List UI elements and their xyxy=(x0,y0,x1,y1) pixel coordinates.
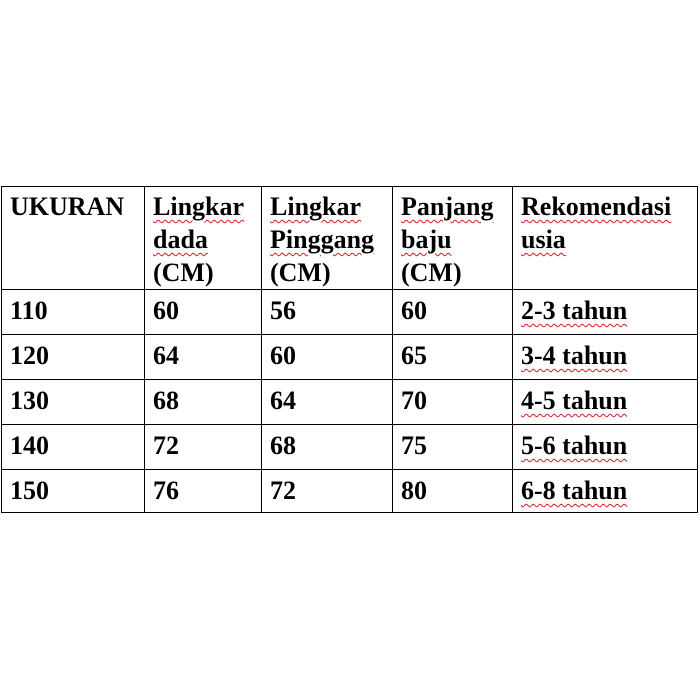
cell-panjang-baju: 75 xyxy=(393,425,513,470)
cell-lingkar-pinggang: 72 xyxy=(262,470,393,513)
header-panjang-baju-line-1: Panjang xyxy=(401,192,494,221)
cell-ukuran: 140 xyxy=(2,425,145,470)
cell-rekomendasi-usia xyxy=(513,290,698,335)
header-panjang-baju-line-3: (CM) xyxy=(401,258,462,287)
header-rekomendasi-usia-line-1: Rekomendasi xyxy=(521,192,672,221)
table-row xyxy=(2,425,698,470)
cell-panjang-baju: 80 xyxy=(393,470,513,513)
table-row xyxy=(2,380,698,425)
cell-panjang-baju: 70 xyxy=(393,380,513,425)
cell-usia-text: 6-8 tahun xyxy=(521,476,628,505)
cell-rekomendasi-usia xyxy=(513,470,698,513)
header-panjang-baju-line-2: baju xyxy=(401,225,452,254)
cell-usia-text: 3-4 tahun xyxy=(521,341,628,370)
header-lingkar-dada-line-3: (CM) xyxy=(153,258,214,287)
cell-lingkar-dada: 60 xyxy=(145,290,262,335)
cell-lingkar-dada: 64 xyxy=(145,335,262,380)
header-lingkar-pinggang xyxy=(262,187,393,290)
table-row xyxy=(2,335,698,380)
cell-lingkar-pinggang: 68 xyxy=(262,425,393,470)
cell-lingkar-dada: 68 xyxy=(145,380,262,425)
cell-rekomendasi-usia xyxy=(513,425,698,470)
header-lingkar-pinggang-line-3: (CM) xyxy=(270,258,331,287)
header-rekomendasi-usia xyxy=(513,187,698,290)
header-panjang-baju xyxy=(393,187,513,290)
header-lingkar-dada-line-1: Lingkar xyxy=(153,192,245,221)
cell-lingkar-dada: 72 xyxy=(145,425,262,470)
cell-usia-text: 2-3 tahun xyxy=(521,296,628,325)
header-rekomendasi-usia-line-2: usia xyxy=(521,225,566,254)
cell-ukuran: 150 xyxy=(2,470,145,513)
cell-lingkar-pinggang: 56 xyxy=(262,290,393,335)
cell-ukuran: 110 xyxy=(2,290,145,335)
cell-lingkar-dada: 76 xyxy=(145,470,262,513)
cell-panjang-baju: 60 xyxy=(393,290,513,335)
table-row xyxy=(2,470,698,513)
size-chart-table xyxy=(1,186,698,513)
cell-panjang-baju: 65 xyxy=(393,335,513,380)
header-lingkar-dada xyxy=(145,187,262,290)
cell-rekomendasi-usia xyxy=(513,380,698,425)
header-ukuran xyxy=(2,187,145,290)
header-ukuran-line-1: UKURAN xyxy=(10,192,125,221)
table-row xyxy=(2,290,698,335)
cell-lingkar-pinggang: 60 xyxy=(262,335,393,380)
header-lingkar-pinggang-line-1: Lingkar xyxy=(270,192,362,221)
header-lingkar-dada-line-2: dada xyxy=(153,225,208,254)
cell-rekomendasi-usia xyxy=(513,335,698,380)
cell-lingkar-pinggang: 64 xyxy=(262,380,393,425)
header-row xyxy=(2,187,698,290)
cell-ukuran: 130 xyxy=(2,380,145,425)
header-lingkar-pinggang-line-2: Pinggang xyxy=(270,225,375,254)
cell-usia-text: 5-6 tahun xyxy=(521,431,628,460)
cell-usia-text: 4-5 tahun xyxy=(521,386,628,415)
cell-ukuran: 120 xyxy=(2,335,145,380)
